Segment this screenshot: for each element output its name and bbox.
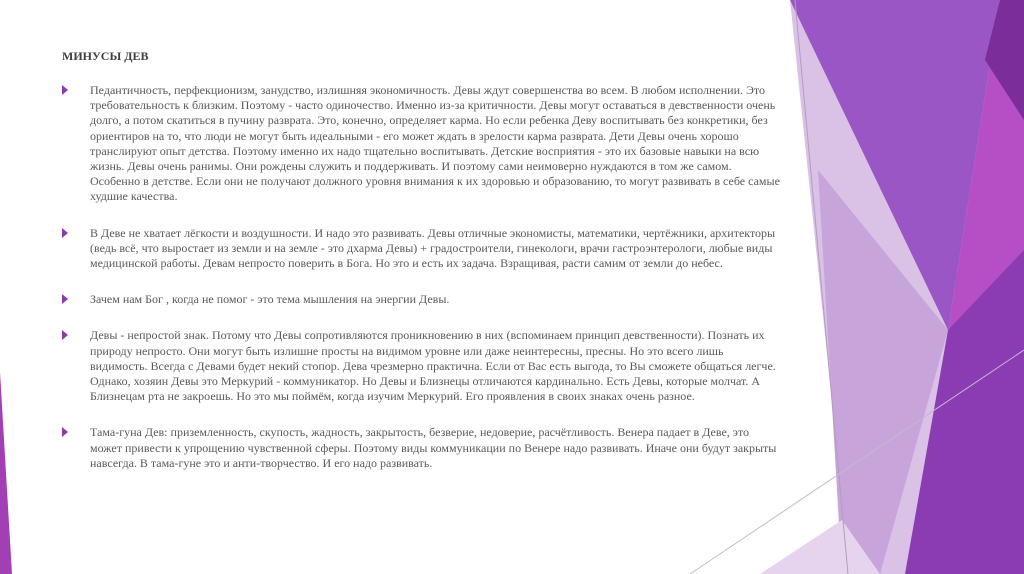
slide-content — [62, 48, 782, 492]
bullet-item — [62, 328, 782, 404]
bullet-item — [62, 83, 782, 205]
bullet-arrow-icon — [62, 330, 68, 340]
bullet-text: Педантичность, перфекционизм, занудство, излишняя экономичность. Девы ждут совершенства во всем. В любом исполнении. Это требовательность к близким. Поэтому - часто одиночество. Именно из-за критичности. Девы могут оставаться в девственности очень долго, а потом скатиться в пучину разврата. Это, конечно, определяет карма. Но если ребенка Деву воспитывать без конкретики, без ориентиров на то, что люди не могут быть идеальными - его может ждать в зрелости карма разврата. Дети Девы очень хорошо транслируют опыт детства. Поэтому именно их надо тщательно воспитывать. Детские восприятия - это их базовые навыки на всю жизнь. Девы очень ранимы. Они рождены служить и поддерживать. И поэтому сами неимоверно нуждаются в том же самом. Особенно в детстве. Если они не получают должного уровня внимания к их здоровью и образованию, то могут развивать в себе самые худшие качества. — [90, 83, 780, 204]
bullet-item — [62, 425, 782, 471]
bullet-arrow-icon — [62, 228, 68, 238]
bullet-list — [62, 83, 782, 471]
bullet-text: Тама-гуна Дев: приземленность, скупость, жадность, закрытость, безверие, недоверие, расчётливость. Венера падает в Деве, это может привести к упрощению чувственной сферы. Поэтому виды коммуникации по Венере надо развивать. Иначе они будут закрыты навсегда. В тама-гуне это и анти-творчество. И его надо развивать. — [90, 425, 777, 470]
bullet-text: Девы - непростой знак. Потому что Девы сопротивляются проникновению в них (вспоминаем принцип девственности). Познать их природу непросто. Они могут быть излишне просты на видимом уровне или даже неинтересны, пресны. Но это всего лишь видимость. Всегда с Девами будет некий стопор. Дева чрезмерно практична. Если от Вас есть выгода, то Вы сможете общаться легче. Однако, хозяин Девы это Меркурий - коммуникатор. Но Девы и Близнецы отличаются кардинально. Есть Девы, которые молчат. А Близнецам рта не закроешь. Но это мы поймём, когда изучим Меркурий. Его проявления в своих знаках очень разное. — [90, 328, 776, 404]
slide-title: МИНУСЫ ДЕВ — [62, 49, 149, 63]
bullet-text: В Деве не хватает лёгкости и воздушности. И надо это развивать. Девы отличные экономисты, математики, чертёжники, архитекторы (ведь всё, что выростает из земли и на земле - это дхарма Девы) + градостроители, гинекологи, врачи гастроэнтерологи, любые виды медицинской работы. Девам непросто поверить в Бога. Но это и есть их задача. Взращивая, расти самим от земли до небес. — [90, 225, 776, 271]
bullet-arrow-icon — [62, 294, 68, 304]
bullet-arrow-icon — [62, 427, 68, 437]
bullet-arrow-icon — [62, 85, 68, 95]
bullet-item — [62, 226, 782, 272]
left-corner-shape — [0, 372, 12, 574]
bullet-text: Зачем нам Бог , когда не помог - это тема мышления на энергии Девы. — [90, 292, 450, 307]
bullet-item — [62, 292, 782, 307]
